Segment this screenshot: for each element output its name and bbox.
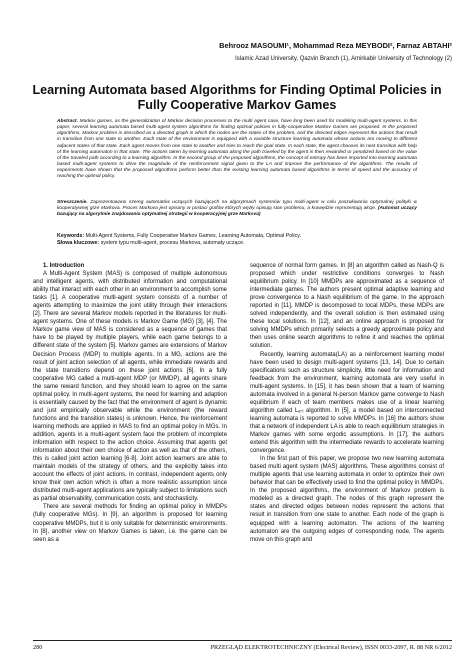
keywords-pl-label: Słowa kluczowe: — [57, 239, 100, 246]
polish-abstract-label: Streszczenie. — [57, 200, 88, 205]
keywords-text: Multi-Agent Systems, Fully Cooperative Markov Games, Learning Automata, Optimal Policy. — [85, 233, 301, 239]
body-paragraph: sequence of normal form games. In [8] an algorithm called as Nash-Q is proposed which under restrictive conditions converges to Nash equilibrium policy. In [10] MMDPs are approximated as a sequence of intermediate games. The authors present optimal adaptive learning and prove convergence to a Nash equilibrium of the game. In the approach reported in [11], MMDP is decomposed to local MDPs, these MDPs are solved independently, and the overall solution is then estimated using these local solutions. In [12], and an online approach is proposed for solving MMDPs which primarily selects a greedy approximate policy and then uses online search algorithms to refine it and reaches the optimal solution. — [250, 263, 444, 350]
keywords-pl-text: system typu multi-agent, procesu Markova, automaty uczące. — [100, 239, 245, 246]
polish-abstract-text: Zaprezentowano szereg automatów uczących bazujących na algorytmach systemów typu multi-agent w celu poszukiwania optymalnej polityki w kooperatywnej grze Markova. Proces Markova jest opisany w postaci grafów których węzły opisują stan problemu, a krawędzie reprezentują akcje. — [57, 200, 417, 212]
keywords-block — [57, 233, 417, 246]
body-paragraph: In the first part of this paper, we propose two new learning automata based multi agent system (MAS) algorithms. These algorithms consist of multiple agents that use learning automata in order to optimize their own behavior that can be effectively used to find the optimal policy in MMDPs. In the proposed algorithms, the environment of Markov problem is modeled as a directed graph. The nodes of this graph represent the states and directed edges between nodes represent the actions that result in transition from one state to another. Each node of the graph is equipped with a learning automaton. The actions of the learning automaton are the outgoing edges of corresponding node. The agents move on this graph and — [250, 456, 444, 543]
journal-citation: PRZEGLĄD ELEKTROTECHNICZNY (Electrical Review), ISSN 0033-2097, R. 88 NR 6/2012 — [210, 644, 452, 651]
keywords-label: Keywords: — [57, 233, 85, 239]
section-heading: 1. Introduction — [43, 263, 85, 269]
body-paragraph: Recently, learning automata(LA) as a reinforcement learning model have been used to design multi-agent systems [13, 14]. Due to certain specifications such as structure simplicity, little need for information and feedback from the environment, learning automata are very useful in multi-agent systems. In [15], it has been shown that a team of learning automata involved in a general N-person Markov game converge to Nash equilibrium if each of team members makes use of a linear learning algorithm called Lₐ-ᵢ algorithm. In [5], a model based on interconnected learning automata is reported to solve MMDPs. In [16] the authors show that a network of independent LA is able to reach equilibrium strategies in Markov games with some ergodic assumptions. In [17], the authors extend this algorithm with the intermediate rewards to accelerate learning convergence. — [250, 351, 444, 455]
body-column-right — [250, 262, 444, 544]
polish-title: (Automat uczący bazujący na algorytmie znajdowania optymalnej strategii w kooperacyjnej grze Markova) — [57, 206, 417, 218]
abstract — [57, 119, 417, 181]
polish-abstract — [57, 200, 417, 218]
page-number: 280 — [33, 644, 43, 651]
author-affiliations: Islamic Azad University, Qazvin Branch (1), Amirkabir University of Technology (2) — [235, 56, 452, 62]
author-list: Behrooz MASOUMI¹, Mohammad Reza MEYBODI², Farnaz ABTAHI² — [219, 41, 452, 50]
body-paragraph: There are several methods for finding an optimal policy in MMDPs (fully cooperative MGs). In [9], an algorithm is proposed for learning cooperative MMDPs, but it is only suitable for deterministic environments. In [8], another view on Markov Games is taken, i.e. the game can be seen as a — [33, 504, 227, 543]
paper-title: Learning Automata based Algorithms for Finding Optimal Policies in Fully Cooperative Markov Games — [32, 83, 442, 112]
body-paragraph: A Multi-Agent System (MAS) is composed of multiple autonomous and intelligent agents, with distributed information and computational ability that interact with each other in an environment to accomplish some tasks [1]. A cooperative multi-agent system consists of a number of agents attempting to maximize the joint utility through their interactions [2]. There are several Markov models reported in the literatures for multi-agent systems. One of these models is Markov Game (MG) [3], [4]. The Markov game view of MAS is considered as a sequence of games that have to be played by multiple players, while each game belongs to a different state of the system [5]. Markov games are extensions of Markov Decision Process (MDP) to multiple agents. In a MG, actions are the result of joint action selection of all agents, while immediate rewards and the state transitions depend on these joint actions [6]. In a fully cooperative MG called a multi-agent MDP (or MMDP), all agents share the same reward function, and they should learn to agree on the same optimal policy. In multi-agent systems, the need for learning and adaption is essentially caused by the fact that the environment of agent is dynamic and just empirically observable while the environment (the reward functions and the transition states) is unknown. Hence, the reinforcement learning methods are applied in MAS to find an optimal policy in MGs. In addition, agents in a multi-agent system face the problem of incomplete information with respect to the action choice. Assuming that agents get information about their own choice of action as well as that of the others, this is called joint action learning [6-8]. Joint action learners are able to maintain models of the strategy of others, and the explicitly takes into account the effects of joint actions. In contrast, independent agents only know their own action which is often a more realistic assumption since distributed multi-agent applications are typically subject to limitations such as partial observability, communication costs, and stochasticity. — [33, 271, 227, 503]
keywords-pl — [57, 240, 417, 247]
footer-rule — [33, 640, 452, 641]
keywords-en — [57, 233, 417, 240]
body-column-left — [33, 262, 227, 544]
abstract-text: Markov games, as the generalization of Markov decision processes to the multi agent case, have long been used for modeling multi-agent systems. In this paper, several learning automata based multi-agent system algorithms for finding optimal policies in fully-cooperative Markov Games are proposed. In the proposed algorithms, Markov problem is described as a directed graph in which the nodes are the states of the problem, and the directed edges represent the actions that result in transition from one state to another. Each state of the environment is equipped with a variable structure learning automata whose actions are moving to different adjacent states of that state. Each agent moves from one state to another and tries to reach the goal state. In each state, the agent chooses its next transition with help of the learning automaton in that state. The actions taken by learning automata along the path traveled by the agent is then rewarded or penalized based on the value of the traveled path according to a learning algorithm. In the second group of the proposed algorithms, the concept of entropy has been imported into learning automata based multi-agent systems to drive the magnitude of the reinforcement signal given to the LA and improve the performance of the algorithms. The results of experiments have shown that the proposed algorithms perform better than the existing learning automata based algorithms in terms of speed and the accuracy of reaching the optimal policy. — [57, 119, 417, 180]
abstract-label: Abstract. — [57, 119, 78, 124]
